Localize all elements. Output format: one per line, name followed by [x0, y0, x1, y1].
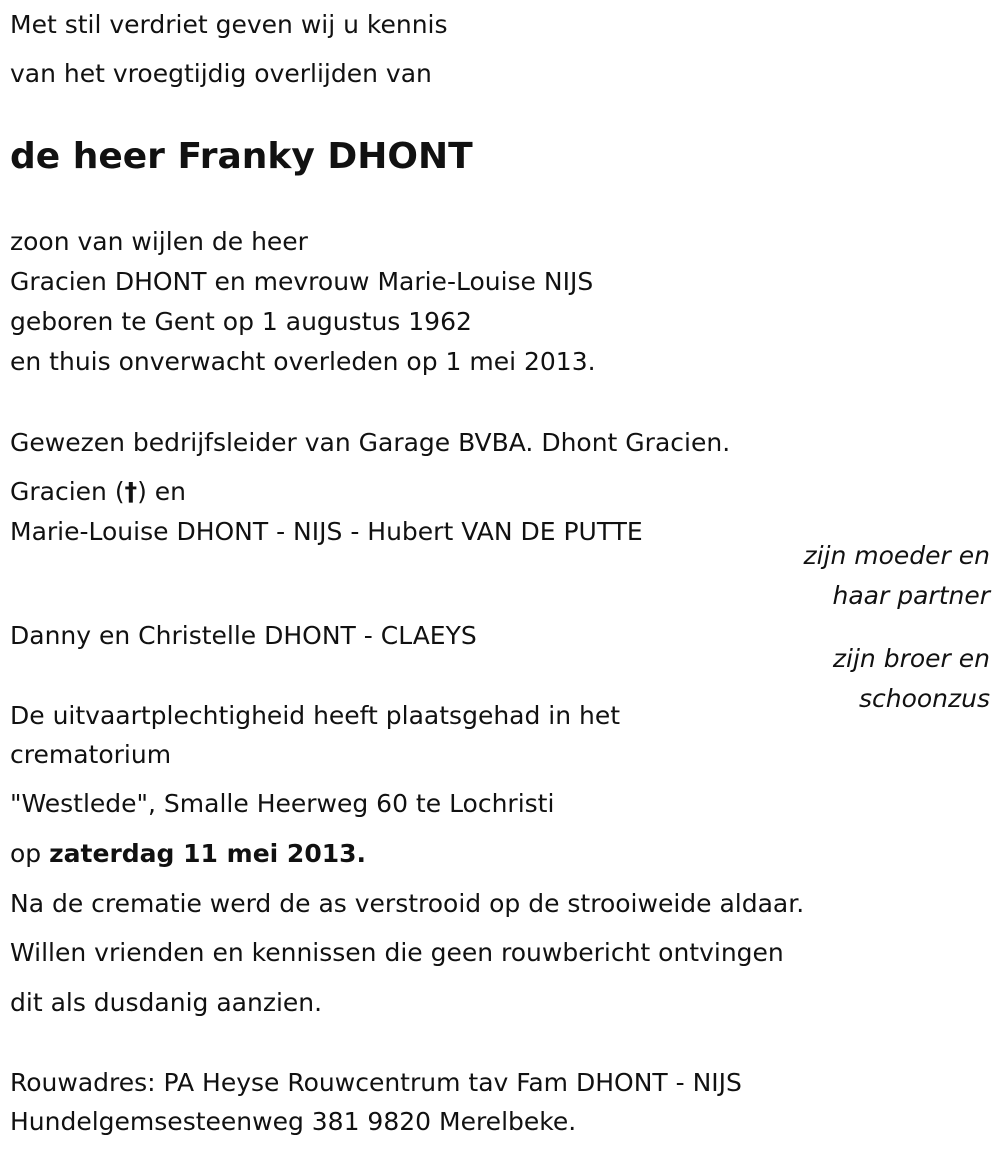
funeral-date: zaterdag 11 mei 2013.: [49, 839, 366, 868]
career-line: Gewezen bedrijfsleider van Garage BVBA. Dhont Gracien.: [10, 428, 731, 457]
intro-line-1: Met stil verdriet geven wij u kennis: [10, 10, 448, 39]
funeral-line-3: "Westlede", Smalle Heerweg 60 te Lochristi: [10, 789, 555, 818]
bio-line-4: en thuis onverwacht overleden op 1 mei 2013.: [10, 347, 596, 376]
funeral-line-5: Na de crematie werd de as verstrooid op de strooiweide aldaar.: [10, 889, 805, 918]
intro-line-2: van het vroegtijdig overlijden van: [10, 59, 432, 88]
address-line-1: Rouwadres: PA Heyse Rouwcentrum tav Fam DHONT - NIJS: [10, 1068, 742, 1097]
parents-line-1: [10, 477, 186, 507]
bio-line-2: Gracien DHONT en mevrouw Marie-Louise NIJS: [10, 267, 594, 296]
sibling-line: Danny en Christelle DHONT - CLAEYS: [10, 621, 477, 650]
address-line-2: Hundelgemsesteenweg 381 9820 Merelbeke.: [10, 1107, 577, 1136]
funeral-date-prefix: op: [10, 839, 50, 868]
deceased-name: de heer Franky DHONT: [10, 136, 473, 177]
parents-line-2: Marie-Louise DHONT - NIJS - Hubert VAN DE PUTTE: [10, 517, 643, 546]
funeral-line-6: Willen vrienden en kennissen die geen rouwbericht ontvingen: [10, 938, 784, 967]
sibling-role-line-2: schoonzus: [858, 684, 990, 713]
parents-prefix: Gracien (: [10, 477, 125, 506]
bio-line-3: geboren te Gent op 1 augustus 1962: [10, 307, 472, 336]
funeral-line-1: De uitvaartplechtigheid heeft plaatsgehad in het: [10, 701, 621, 730]
parents-suffix: ) en: [137, 477, 187, 506]
cross-icon: †: [124, 477, 138, 506]
sibling-role-line-1: zijn broer en: [832, 644, 990, 673]
bio-line-1: zoon van wijlen de heer: [10, 227, 308, 256]
mother-role-line-2: haar partner: [832, 581, 990, 610]
funeral-line-2: crematorium: [10, 740, 172, 769]
funeral-date-line: [10, 839, 366, 869]
funeral-line-7: dit als dusdanig aanzien.: [10, 988, 323, 1017]
mother-role-line-1: zijn moeder en: [803, 541, 990, 570]
